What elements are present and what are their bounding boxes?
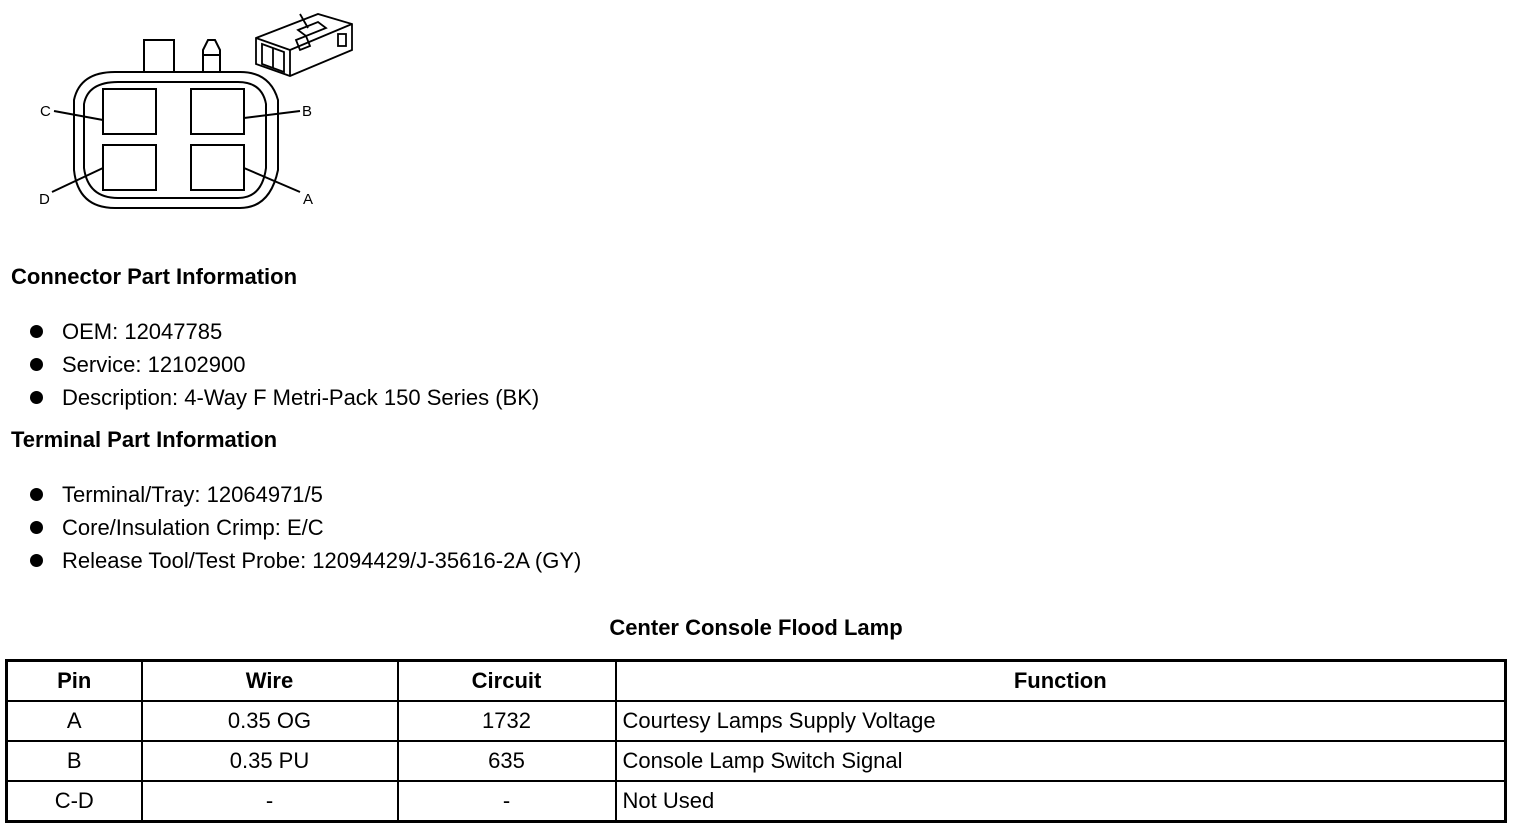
cell-function: Console Lamp Switch Signal [616, 741, 1506, 781]
bullet-icon [30, 554, 43, 567]
bullet-icon [30, 488, 43, 501]
terminal-info-list [28, 478, 581, 577]
list-item: Release Tool/Test Probe: 12094429/J-35616-2A (GY) [28, 544, 581, 577]
column-header-circuit: Circuit [398, 661, 616, 702]
pin-label-a: A [303, 191, 314, 208]
table-header-row [7, 661, 1506, 702]
cell-circuit: 635 [398, 741, 616, 781]
cell-circuit: - [398, 781, 616, 822]
cell-pin: B [7, 741, 142, 781]
column-header-function: Function [616, 661, 1506, 702]
bullet-icon [30, 325, 43, 338]
column-header-pin: Pin [7, 661, 142, 702]
connector-info-heading: Connector Part Information [11, 264, 298, 289]
cell-wire: 0.35 PU [142, 741, 398, 781]
list-item: Core/Insulation Crimp: E/C [28, 511, 581, 544]
pin-label-c: C [40, 103, 51, 120]
cell-function: Not Used [616, 781, 1506, 822]
cell-function: Courtesy Lamps Supply Voltage [616, 701, 1506, 741]
cell-pin: A [7, 701, 142, 741]
cell-wire: 0.35 OG [142, 701, 398, 741]
cell-pin: C-D [7, 781, 142, 822]
cell-wire: - [142, 781, 398, 822]
bullet-icon [30, 358, 43, 371]
table-row [7, 741, 1506, 781]
table-row [7, 781, 1506, 822]
terminal-info-heading: Terminal Part Information [11, 427, 278, 452]
column-header-wire: Wire [142, 661, 398, 702]
list-item: Service: 12102900 [28, 348, 539, 381]
table-row [7, 701, 1506, 741]
pin-label-d: D [39, 191, 50, 208]
list-item: OEM: 12047785 [28, 315, 539, 348]
table-title: Center Console Flood Lamp [609, 615, 903, 640]
list-item: Terminal/Tray: 12064971/5 [28, 478, 581, 511]
list-item: Description: 4-Way F Metri-Pack 150 Series (BK) [28, 381, 539, 414]
connector-info-list [28, 315, 539, 414]
cell-circuit: 1732 [398, 701, 616, 741]
pin-label-b: B [302, 103, 313, 120]
bullet-icon [30, 521, 43, 534]
connector-face-diagram [0, 0, 380, 220]
bullet-icon [30, 391, 43, 404]
pinout-table [5, 659, 1507, 823]
